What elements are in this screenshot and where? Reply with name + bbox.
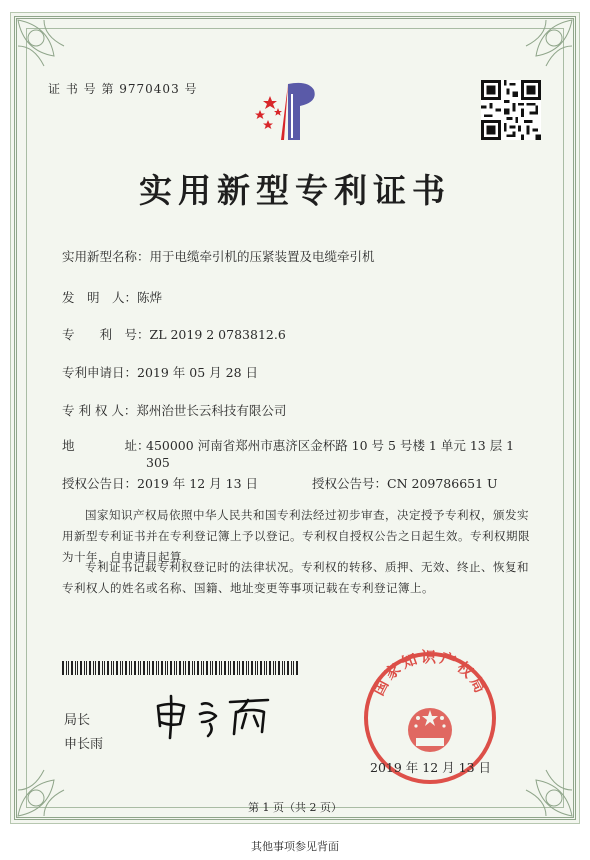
- field-label: 专利申请日：: [62, 365, 138, 380]
- field-address: [62, 437, 150, 454]
- field-label: 实用新型名称：: [62, 249, 150, 264]
- field-value: 2019 年 05 月 28 日: [137, 365, 259, 380]
- field-label: 专 利 权 人：: [62, 403, 137, 418]
- field-label: 地 址：: [62, 438, 150, 453]
- field-label: 授权公告日：: [62, 476, 138, 491]
- seal-text: 国家知识产权局: [369, 648, 491, 699]
- statement-paragraph-2: 专利证书记载专利权登记时的法律状况。专利权的转移、质押、无效、终止、恢复和专利权人的姓名或名称、国籍、地址变更等事项记载在专利登记簿上。: [62, 560, 529, 595]
- field-grant-number: [312, 475, 498, 492]
- field-label: 专 利 号：: [62, 327, 150, 342]
- footer-note: 其他事项参见背面: [251, 840, 339, 853]
- field-patent-number: [62, 326, 286, 343]
- qr-code-icon: [481, 80, 541, 140]
- field-value: 郑州治世长云科技有限公司: [136, 403, 287, 418]
- signatory-name: 申长雨: [64, 737, 104, 752]
- field-grant-date: [62, 475, 258, 492]
- field-address-value: 450000 河南省郑州市惠济区金杯路 10 号 5 号楼 1 单元 13 层 1 305: [146, 438, 515, 470]
- field-utility-model-name: [62, 248, 375, 265]
- field-inventor: [62, 289, 162, 306]
- field-label: 授权公告号：: [312, 476, 388, 491]
- certificate-title: 实用新型专利证书: [139, 171, 451, 210]
- field-value: CN 209786651 U: [387, 476, 498, 491]
- patent-office-logo-icon: [248, 78, 328, 148]
- page-number: 第 1 页（共 2 页）: [248, 801, 342, 814]
- barcode-icon: [62, 661, 302, 675]
- svg-text:国家知识产权局: [369, 648, 491, 698]
- handwritten-signature-icon: [150, 692, 280, 740]
- field-value: 2019 年 12 月 13 日: [137, 476, 259, 491]
- field-value: 用于电缆牵引机的压紧装置及电缆牵引机: [149, 249, 375, 264]
- signatory-title: 局长: [64, 713, 91, 728]
- field-label: 发 明 人：: [62, 290, 138, 305]
- certificate-number: 证 书 号 第 9770403 号: [48, 82, 198, 96]
- field-patent-holder: [62, 402, 286, 419]
- field-value: 陈烨: [137, 290, 163, 305]
- field-filing-date: [62, 364, 258, 381]
- seal-date: 2019 年 12 月 13 日: [370, 760, 491, 775]
- field-value: ZL 2019 2 0783812.6: [149, 327, 286, 342]
- statement-paragraph-1: 国家知识产权局依照中华人民共和国专利法经过初步审查，决定授予专利权，颁发实用新型专利证书并在专利登记簿上予以登记。专利权自授权公告之日起生效。专利权期限为十年，自申请日起算。: [62, 508, 530, 564]
